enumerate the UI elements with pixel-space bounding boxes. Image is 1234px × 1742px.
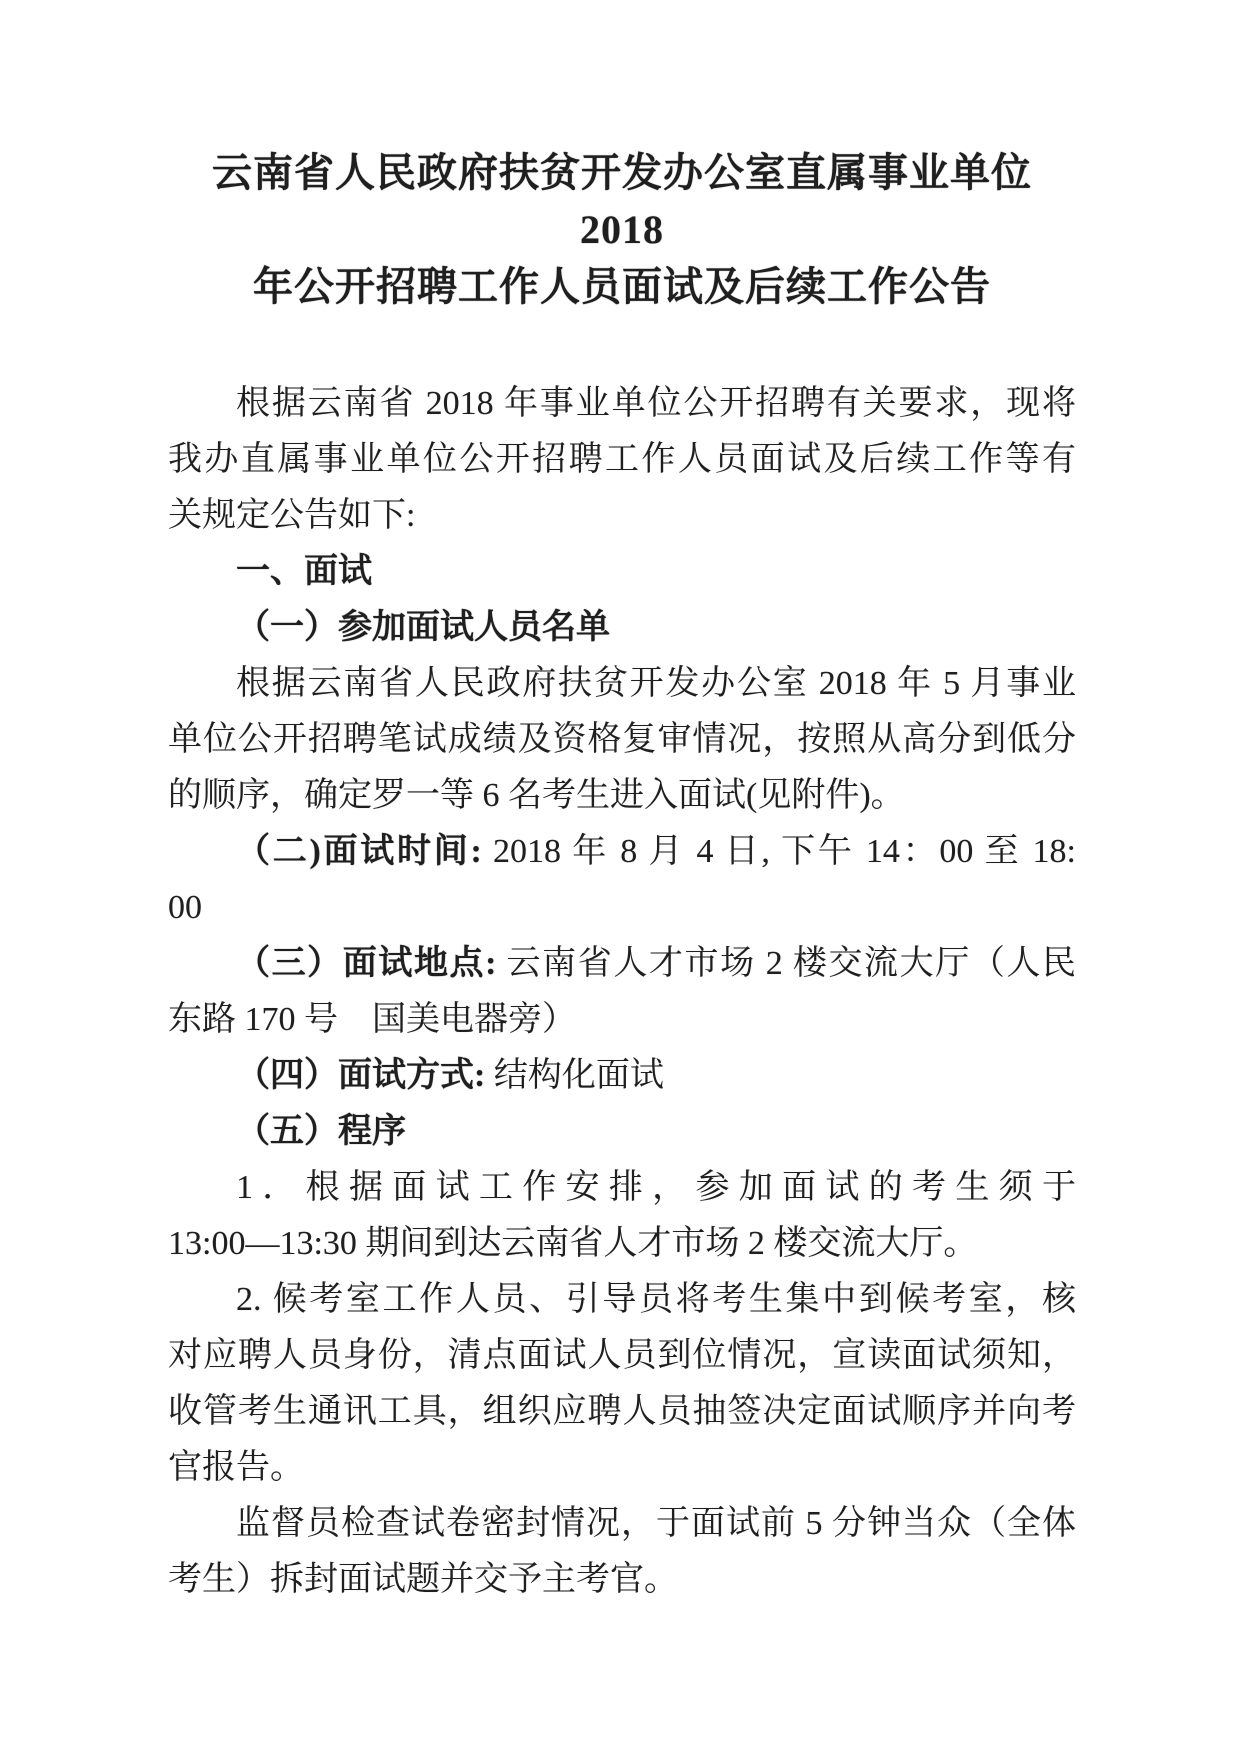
document-body bbox=[168, 376, 1076, 1608]
text-line bbox=[168, 488, 1076, 544]
text-line bbox=[168, 824, 1076, 880]
text-line bbox=[168, 1552, 1076, 1608]
text-segment: 单位公开招聘笔试成绩及资格复审情况，按照从高分到低分 bbox=[168, 721, 1076, 758]
text-segment: 的顺序，确定罗一等 6 名考生进入面试(见附件)。 bbox=[168, 777, 905, 814]
bold-text-segment: （五）程序 bbox=[236, 1113, 406, 1150]
text-line bbox=[168, 936, 1076, 992]
text-segment: 根据云南省 2018 年事业单位公开招聘有关要求，现将 bbox=[236, 385, 1076, 422]
text-line bbox=[168, 1272, 1076, 1328]
text-line bbox=[168, 1440, 1076, 1496]
text-line bbox=[168, 1160, 1076, 1216]
text-line bbox=[168, 376, 1076, 432]
text-line bbox=[168, 1048, 1076, 1104]
bold-text-segment: （二)面试时间: bbox=[236, 833, 482, 870]
text-line bbox=[168, 544, 1076, 600]
bold-text-segment: （一）参加面试人员名单 bbox=[236, 609, 610, 646]
bold-text-segment: （四）面试方式: bbox=[236, 1057, 486, 1094]
text-segment: 00 bbox=[168, 889, 202, 926]
text-line bbox=[168, 880, 1076, 936]
document-title bbox=[168, 144, 1076, 315]
text-segment: 2018 年 8 月 4 日, 下午 14：00 至 18: bbox=[481, 833, 1076, 870]
text-segment: 1．根据面试工作安排，参加面试的考生须于 bbox=[236, 1169, 1076, 1206]
text-line bbox=[168, 768, 1076, 824]
text-segment: 关规定公告如下: bbox=[168, 497, 416, 534]
text-line bbox=[168, 992, 1076, 1048]
text-segment: 结构化面试 bbox=[485, 1057, 664, 1094]
document-content bbox=[168, 144, 1076, 1608]
text-line bbox=[168, 1496, 1076, 1552]
title-line: 云南省人民政府扶贫开发办公室直属事业单位 2018 bbox=[212, 150, 1032, 252]
text-line bbox=[168, 1328, 1076, 1384]
text-segment: 我办直属事业单位公开招聘工作人员面试及后续工作等有 bbox=[168, 441, 1076, 478]
title-line: 年公开招聘工作人员面试及后续工作公告 bbox=[253, 264, 991, 309]
text-line bbox=[168, 432, 1076, 488]
text-segment: 收管考生通讯工具，组织应聘人员抽签决定面试顺序并向考 bbox=[168, 1393, 1076, 1430]
text-line bbox=[168, 1216, 1076, 1272]
bold-text-segment: （三）面试地点: bbox=[236, 945, 497, 982]
text-segment: 监督员检查试卷密封情况，于面试前 5 分钟当众（全体 bbox=[236, 1505, 1076, 1542]
text-line bbox=[168, 712, 1076, 768]
text-line bbox=[168, 600, 1076, 656]
text-segment: 根据云南省人民政府扶贫开发办公室 2018 年 5 月事业 bbox=[236, 665, 1076, 702]
text-segment: 云南省人才市场 2 楼交流大厅（人民 bbox=[496, 945, 1077, 982]
text-segment: 13:00—13:30 期间到达云南省人才市场 2 楼交流大厅。 bbox=[168, 1225, 978, 1262]
text-segment: 考生）拆封面试题并交予主考官。 bbox=[168, 1561, 678, 1598]
text-segment: 对应聘人员身份，清点面试人员到位情况，宣读面试须知， bbox=[168, 1337, 1076, 1374]
bold-text-segment: 一、面试 bbox=[236, 553, 372, 590]
text-line bbox=[168, 1384, 1076, 1440]
text-segment: 官报告。 bbox=[168, 1449, 304, 1486]
text-line bbox=[168, 656, 1076, 712]
text-line bbox=[168, 1104, 1076, 1160]
text-segment: 东路 170 号 国美电器旁） bbox=[168, 1001, 576, 1038]
text-segment: 2. 候考室工作人员、引导员将考生集中到候考室，核 bbox=[236, 1281, 1076, 1318]
